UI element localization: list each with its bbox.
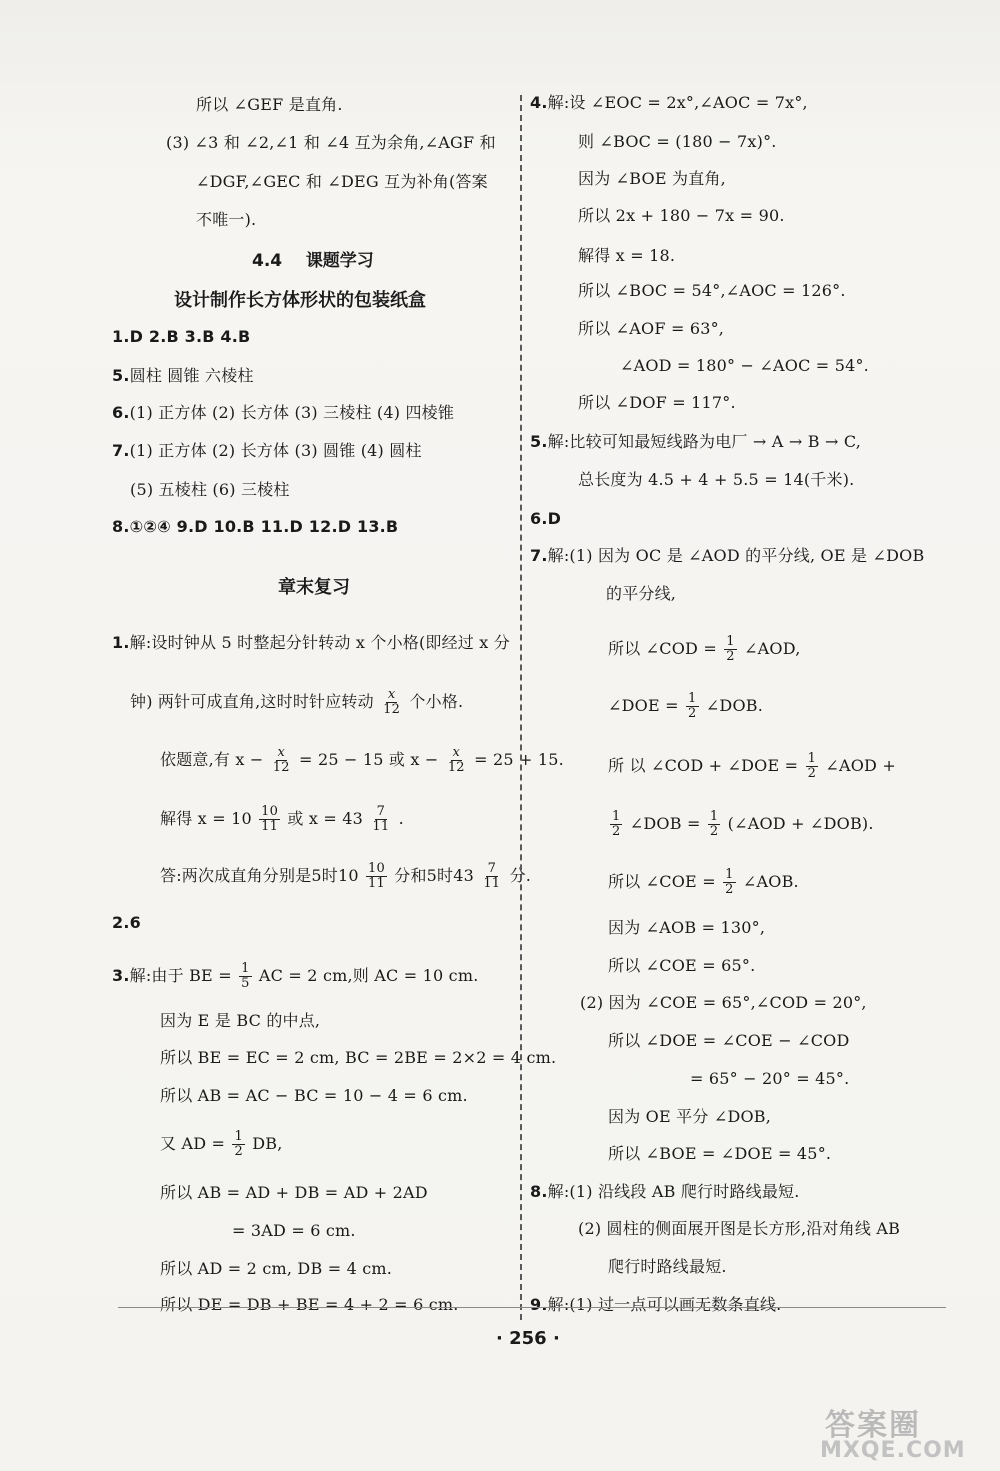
solution-text: 解:设 ∠EOC = 2x°,∠AOC = 7x°,	[547, 93, 808, 112]
denominator: 12	[383, 702, 401, 717]
solution-line	[530, 92, 808, 114]
denominator: 2	[688, 706, 697, 721]
solution-text: 钟) 两针可成直角,这时时针应转动	[130, 692, 374, 711]
section-title: 课题学习	[305, 251, 374, 271]
solution-text: 分和5时43	[394, 866, 475, 885]
fraction	[271, 746, 292, 775]
solution-line: 所以 AB = AD + DB = AD + 2AD	[160, 1183, 428, 1202]
solution-line: 的平分线,	[606, 584, 677, 603]
solution-line: 所以 ∠COE = 65°.	[608, 956, 756, 975]
answer-line: 6.D	[530, 509, 562, 528]
question-number: 1.	[112, 633, 130, 652]
fraction	[370, 805, 391, 834]
fraction	[708, 810, 720, 839]
numerator: 10	[261, 804, 279, 819]
answer-line	[112, 365, 254, 387]
solution-line: 则 ∠BOC = (180 − 7x)°.	[578, 132, 777, 151]
solution-line: 因为 OE 平分 ∠DOB,	[608, 1107, 772, 1126]
solution-text: 所以 ∠COD =	[608, 639, 717, 658]
numerator: 1	[612, 809, 621, 824]
text-line: 所以 ∠GEF 是直角.	[196, 95, 343, 114]
denominator: 2	[726, 649, 735, 664]
numerator: 1	[241, 961, 250, 976]
denominator: 2	[234, 1144, 243, 1159]
question-number: 7.	[530, 546, 548, 565]
solution-text: 解:(1) 过一点可以画无数条直线.	[547, 1295, 782, 1314]
text-line: 不唯一).	[196, 210, 257, 229]
right-column	[530, 0, 970, 1320]
solution-line: (2) 圆柱的侧面展开图是长方形,沿对角线 AB	[578, 1219, 901, 1238]
solution-text: 个小格.	[409, 692, 464, 711]
solution-text: 解:(1) 因为 OC 是 ∠AOD 的平分线, OE 是 ∠DOB	[547, 546, 925, 565]
fraction	[610, 810, 622, 839]
solution-text: (∠AOD + ∠DOB).	[727, 814, 874, 833]
solution-line: 所以 AB = AC − BC = 10 − 4 = 6 cm.	[160, 1086, 468, 1105]
fraction	[806, 752, 818, 781]
solution-line: 所以 BE = EC = 2 cm, BC = 2BE = 2×2 = 4 cm.	[160, 1048, 557, 1067]
solution-text: = 25 + 15.	[474, 750, 564, 769]
solution-text: 又 AD =	[160, 1134, 226, 1153]
denominator: 2	[709, 824, 719, 839]
answer-line	[112, 402, 454, 424]
fraction	[723, 868, 735, 897]
solution-text: AC = 2 cm,则 AC = 10 cm.	[258, 966, 479, 985]
text-line: ∠DGF,∠GEC 和 ∠DEG 互为补角(答案	[196, 172, 488, 191]
solution-text: ∠AOB.	[742, 872, 799, 891]
denominator: 12	[272, 760, 290, 775]
numerator: 7	[487, 861, 497, 876]
solution-text: ∠AOD,	[744, 639, 801, 658]
solution-line	[608, 868, 799, 897]
solution-line	[530, 1181, 800, 1203]
fraction	[446, 746, 467, 775]
solution-line: 所以 ∠BOE = ∠DOE = 45°.	[608, 1144, 832, 1163]
solution-line	[608, 635, 800, 664]
solution-text: 解:由于 BE =	[129, 966, 232, 985]
solution-line	[112, 962, 479, 991]
solution-line: 所以 ∠DOE = ∠COE − ∠COD	[608, 1031, 850, 1050]
answer-line: 1.D 2.B 3.B 4.B	[112, 327, 251, 346]
solution-line: 所以 ∠BOC = 54°,∠AOC = 126°.	[578, 281, 846, 300]
numerator: 1	[688, 691, 697, 706]
question-number: 5.	[112, 366, 130, 385]
solution-line: = 3AD = 6 cm.	[232, 1221, 356, 1240]
answer-line: (5) 五棱柱 (6) 三棱柱	[130, 480, 290, 499]
solution-line: 因为 ∠BOE 为直角,	[578, 169, 726, 188]
solution-text: 解:(1) 沿线段 AB 爬行时路线最短.	[547, 1182, 800, 1201]
column-divider	[520, 95, 522, 1320]
denominator: 11	[483, 876, 501, 891]
fraction	[232, 1130, 244, 1159]
fraction	[481, 862, 502, 891]
solution-line	[160, 862, 531, 891]
solution-text: ∠DOB.	[705, 696, 764, 715]
numerator: 10	[368, 861, 385, 876]
solution-text: 分.	[509, 866, 532, 885]
solution-text: 解:比较可知最短线路为电厂 → A → B → C,	[547, 432, 862, 451]
solution-line	[530, 1294, 781, 1316]
solution-line: 因为 E 是 BC 的中点,	[160, 1011, 321, 1030]
solution-line: 爬行时路线最短.	[608, 1257, 727, 1276]
solution-text: 解得 x = 10	[160, 809, 252, 828]
numerator: 1	[726, 634, 735, 649]
solution-line: 总长度为 4.5 + 4 + 5.5 = 14(千米).	[578, 470, 855, 489]
denominator: 2	[725, 882, 734, 897]
fraction	[366, 862, 387, 891]
numerator: x	[452, 745, 461, 760]
section-subtitle: 设计制作长方体形状的包装纸盒	[174, 290, 426, 311]
question-number: 4.	[530, 93, 548, 112]
answer-text: 圆柱 圆锥 六棱柱	[129, 366, 254, 385]
numerator: 1	[725, 867, 734, 882]
denominator: 11	[261, 819, 279, 834]
solution-text: ∠DOE =	[608, 696, 679, 715]
numerator: 1	[234, 1129, 243, 1144]
fraction	[381, 688, 402, 717]
solution-line	[530, 545, 924, 567]
answer-line: 2.6	[112, 913, 141, 932]
solution-text: 所 以 ∠COD + ∠DOE =	[608, 756, 799, 775]
solution-line	[160, 746, 564, 775]
watermark-text: 答案圈	[825, 1408, 921, 1443]
solution-text: .	[398, 809, 404, 828]
watermark-logo	[820, 1400, 990, 1466]
left-column	[112, 0, 564, 1320]
numerator: 1	[807, 751, 817, 766]
solution-text: 解:设时钟从 5 时整起分针转动 x 个小格(即经过 x 分	[129, 633, 511, 652]
question-number: 8.	[530, 1182, 548, 1201]
solution-line	[530, 431, 861, 453]
footer-rule	[118, 1307, 946, 1308]
solution-text: 依题意,有 x −	[160, 750, 264, 769]
denominator: 2	[807, 766, 817, 781]
text-line: (3) ∠3 和 ∠2,∠1 和 ∠4 互为余角,∠AGF 和	[166, 133, 496, 152]
answer-text: (1) 正方体 (2) 长方体 (3) 三棱柱 (4) 四棱锥	[129, 403, 455, 422]
solution-line	[112, 632, 510, 654]
chapter-review-heading: 章末复习	[278, 577, 350, 598]
answer-text: (1) 正方体 (2) 长方体 (3) 圆锥 (4) 圆柱	[129, 441, 422, 460]
solution-text: 所以 ∠COE =	[608, 872, 716, 891]
solution-text: = 25 − 15 或 x −	[299, 750, 439, 769]
solution-text: ∠AOD +	[825, 756, 896, 775]
solution-line: (2) 因为 ∠COE = 65°,∠COD = 20°,	[580, 993, 867, 1012]
solution-line	[608, 752, 896, 781]
section-heading-4-4	[252, 246, 374, 271]
fraction	[259, 805, 280, 834]
numerator: 1	[709, 809, 719, 824]
numerator: 7	[376, 804, 386, 819]
denominator: 12	[447, 760, 465, 775]
denominator: 5	[241, 976, 250, 991]
question-number: 9.	[530, 1295, 548, 1314]
fraction	[239, 962, 251, 991]
solution-text: 答:两次成直角分别是5时10	[160, 866, 359, 885]
solution-line: = 65° − 20° = 45°.	[690, 1069, 850, 1088]
page-number: · 256 ·	[496, 1328, 560, 1349]
numerator: x	[387, 687, 396, 702]
question-number: 3.	[112, 966, 130, 985]
answer-line	[112, 440, 422, 462]
solution-line	[608, 692, 763, 721]
solution-text: ∠DOB =	[629, 814, 701, 833]
solution-text: 或 x = 43	[287, 809, 364, 828]
solution-line	[160, 805, 404, 834]
denominator: 2	[612, 824, 621, 839]
question-number: 7.	[112, 441, 130, 460]
solution-line: 所以 AD = 2 cm, DB = 4 cm.	[160, 1259, 393, 1278]
fraction	[724, 635, 736, 664]
solution-line: 因为 ∠AOB = 130°,	[608, 918, 766, 937]
section-number: 4.4	[252, 251, 283, 271]
question-number: 5.	[530, 432, 548, 451]
question-number: 6.	[112, 403, 130, 422]
solution-line	[608, 810, 874, 839]
denominator: 11	[368, 876, 385, 891]
numerator: x	[277, 745, 286, 760]
denominator: 11	[372, 819, 390, 834]
solution-line: 所以 DE = DB + BE = 4 + 2 = 6 cm.	[160, 1295, 459, 1314]
solution-line: 所以 2x + 180 − 7x = 90.	[578, 206, 785, 225]
answer-line: 8.①②④ 9.D 10.B 11.D 12.D 13.B	[112, 517, 399, 536]
solution-line: 解得 x = 18.	[578, 246, 676, 265]
solution-line: ∠AOD = 180° − ∠AOC = 54°.	[620, 356, 869, 375]
watermark-url: MXQE.COM	[820, 1438, 966, 1463]
solution-line	[130, 688, 463, 717]
solution-line: 所以 ∠AOF = 63°,	[578, 319, 725, 338]
solution-line	[160, 1130, 283, 1159]
fraction	[686, 692, 698, 721]
solution-line: 所以 ∠DOF = 117°.	[578, 393, 736, 412]
solution-text: DB,	[252, 1134, 283, 1153]
